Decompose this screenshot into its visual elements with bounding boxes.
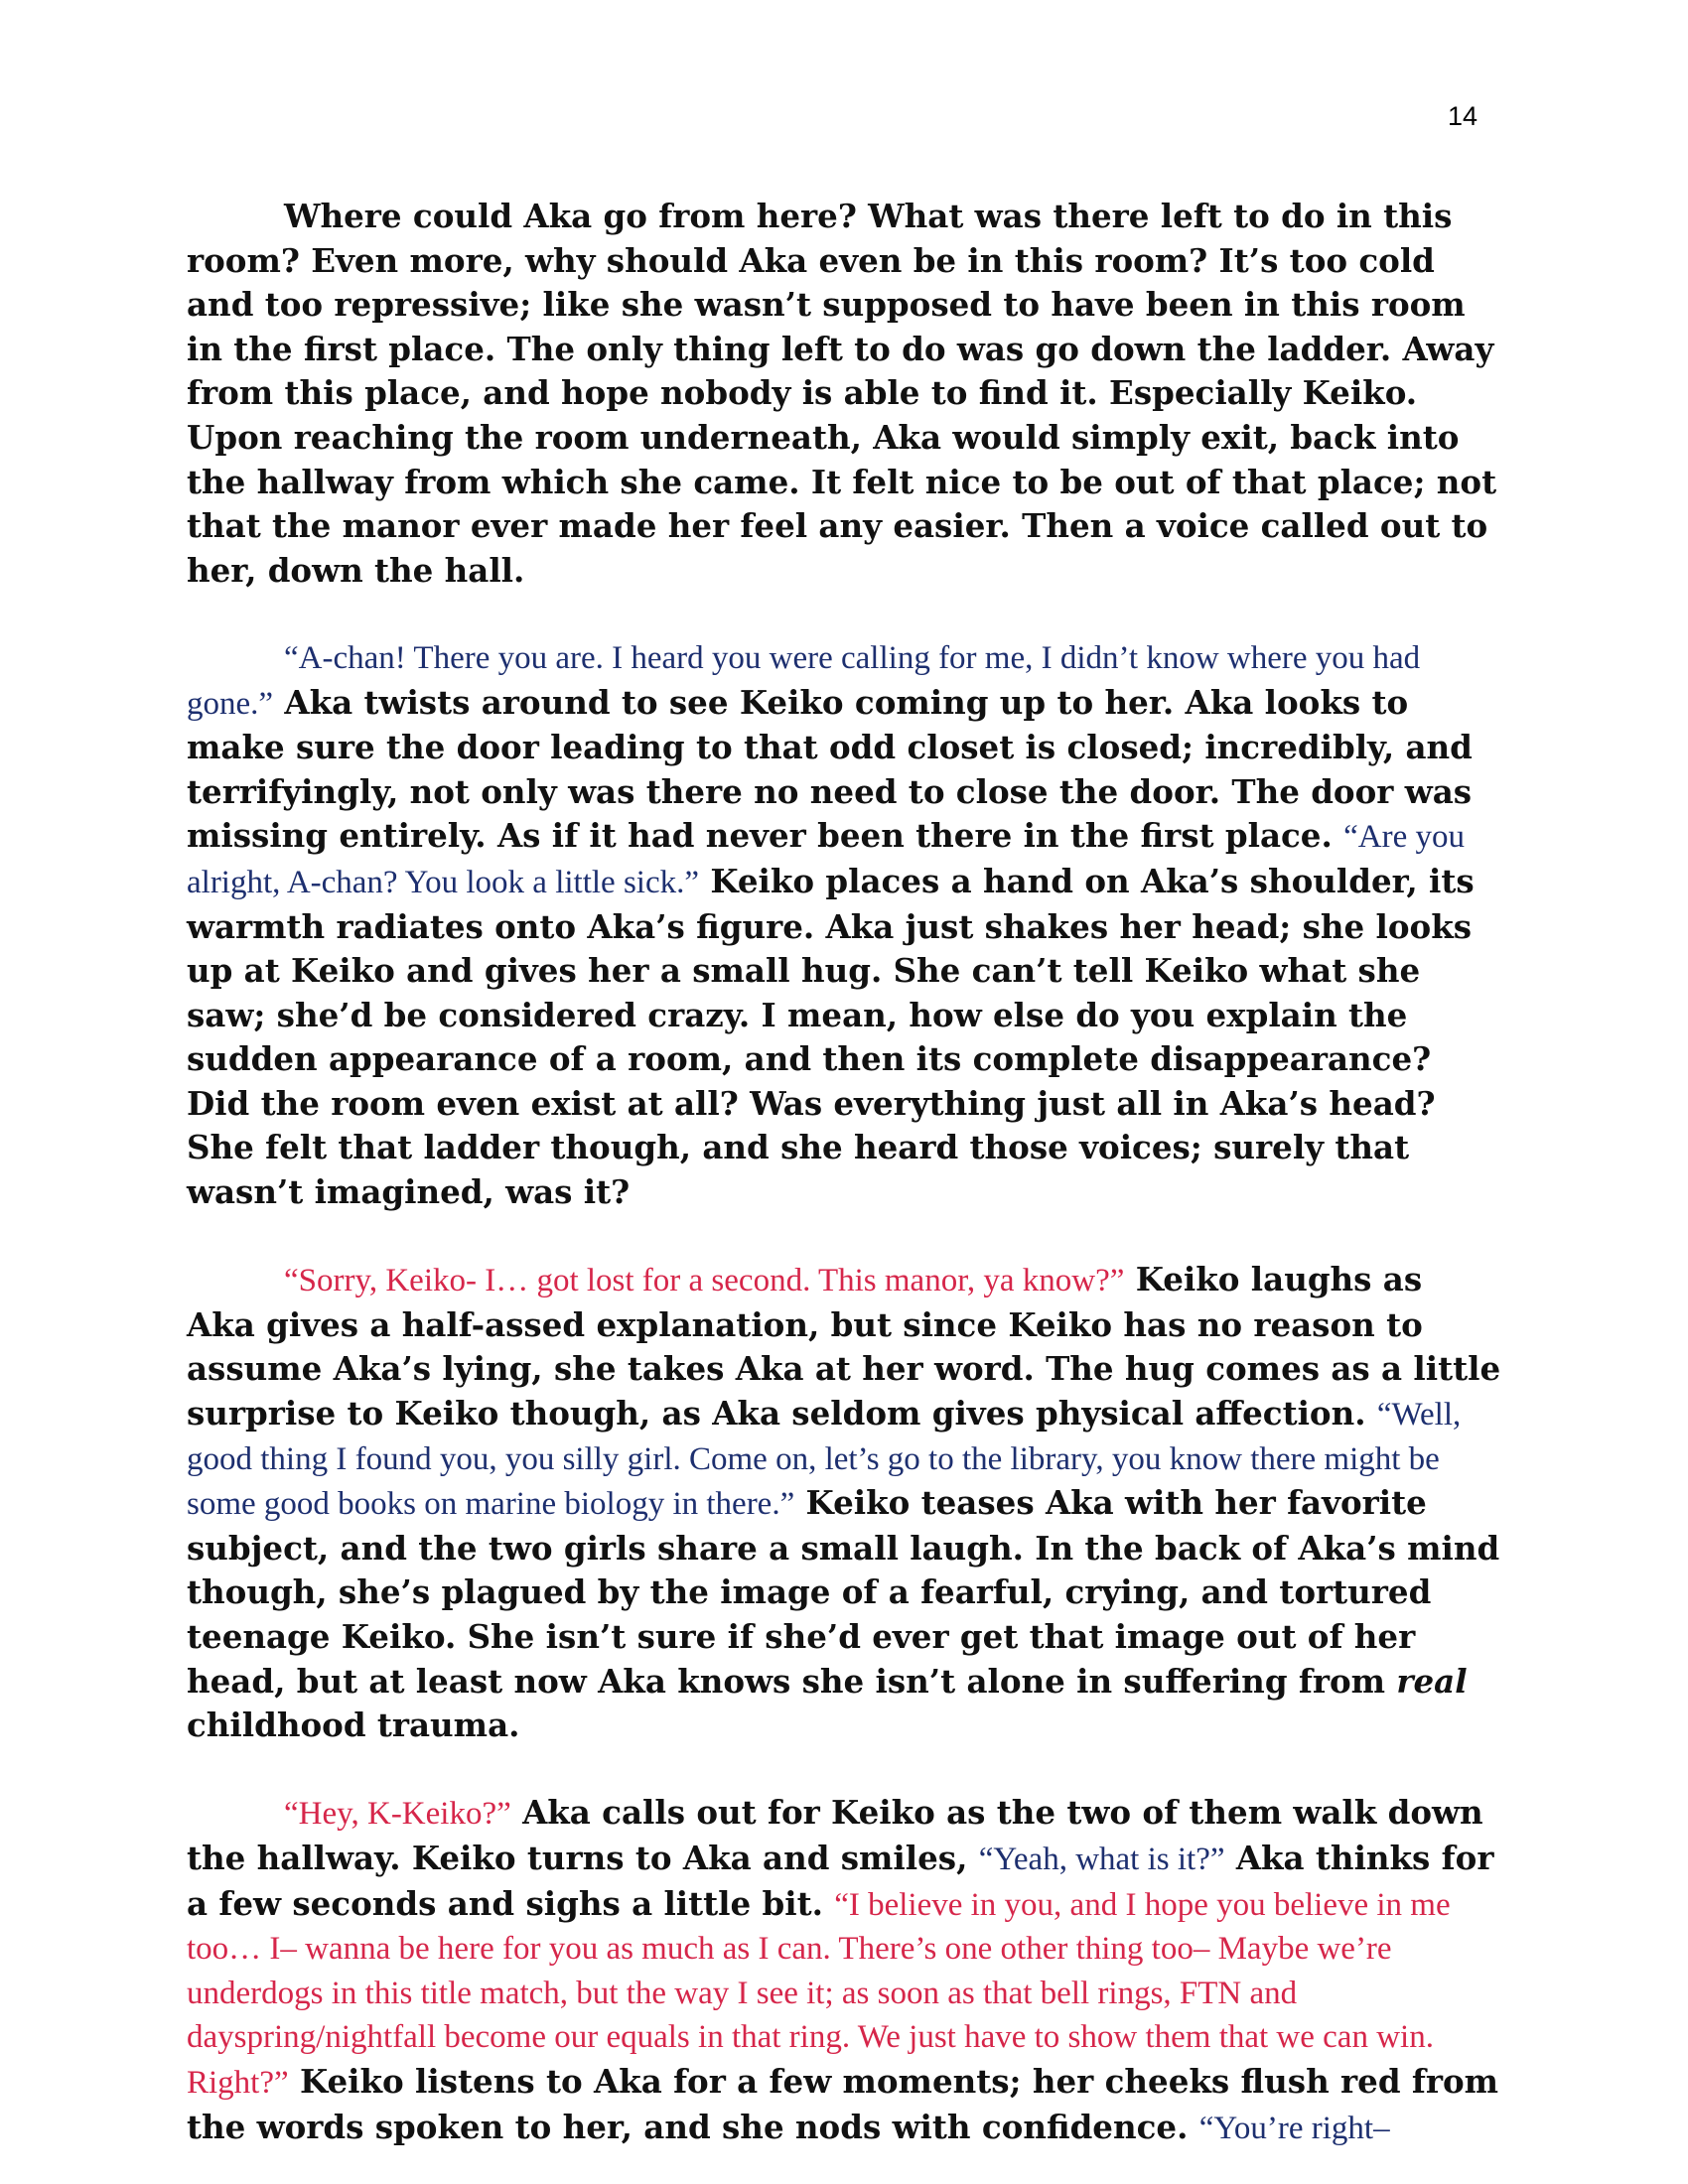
aka-dialogue: “I believe in you, and I hope you believe in me too… I– wanna be here for you as much as I can. There’s one other thing too– Maybe we’re underdogs in this title match, but the way I see it; as soon as that bell rings, FTN and dayspring/nightfall become our equals in that ring. We just have to show them that we can win. Right?” bbox=[187, 1886, 1451, 2101]
narration-text: Aka calls out for Keiko as the two of them walk down the hallway. Keiko turns to Aka and smiles, bbox=[187, 1793, 1483, 1877]
keiko-dialogue: “You’re right– bbox=[1198, 2110, 1390, 2146]
narration-text: Aka thinks for a few seconds and sighs a little bit. bbox=[187, 1838, 1494, 1923]
emphasis-text: real bbox=[1396, 1661, 1468, 1701]
narration-text: Keiko listens to Aka for a few moments; her cheeks flush red from the words spoken to her, and she nods with confidence. bbox=[187, 2061, 1499, 2146]
paragraph-2 bbox=[187, 636, 1501, 1215]
narration-text: Keiko places a hand on Aka’s shoulder, its warmth radiates onto Aka’s figure. Aka just shakes her head; she looks up at Keiko and gives her a small hug. She can’t tell Keiko what she saw; she’d be considered crazy. I mean, how else do you explain the sudden appearance of a room, and then its complete disappearance? Did the room even exist at all? Was everything just all in Aka’s head? She felt that ladder though, and she heard those voices; surely that wasn’t imagined, was it? bbox=[187, 861, 1475, 1212]
narration-text: Keiko teases Aka with her favorite subject, and the two girls share a small laugh. In the back of Aka’s mind though, she’s plagued by the image of a fearful, crying, and tortured teenage Keiko. She isn’t sure if she’d ever get that image out of her head, but at least now Aka knows she isn’t alone in suffering from bbox=[187, 1483, 1500, 1701]
narration-text: Keiko laughs as Aka gives a half-assed explanation, but since Keiko has no reason to assume Aka’s lying, she takes Aka at her word. The hug comes as a little surprise to Keiko though, as Aka seldom gives physical affection. bbox=[187, 1260, 1501, 1433]
paragraph-3 bbox=[187, 1258, 1501, 1748]
aka-dialogue: “Sorry, Keiko- I… got lost for a second. This manor, ya know?” bbox=[284, 1263, 1125, 1299]
aka-dialogue: “Hey, K-Keiko?” bbox=[284, 1796, 511, 1833]
keiko-dialogue: “Yeah, what is it?” bbox=[978, 1841, 1225, 1877]
page-number: 14 bbox=[1447, 101, 1477, 131]
keiko-dialogue: “Are you alright, A-chan? You look a little sick.” bbox=[187, 819, 1465, 900]
paragraph-4 bbox=[187, 1791, 1501, 2150]
narration-text: Aka twists around to see Keiko coming up to her. Aka looks to make sure the door leading to that odd closet is closed; incredibly, and terrifyingly, not only was there no need to close the door. The door was missing entirely. As if it had never been there in the first place. bbox=[187, 682, 1473, 856]
narration-text: childhood trauma. bbox=[187, 1706, 520, 1745]
narration-text: Where could Aka go from here? What was there left to do in this room? Even more, why should Aka even be in this room? It’s too cold and too repressive; like she wasn’t supposed to have been in this room in the first place. The only thing left to do was go down the ladder. Away from this place, and hope nobody is able to find it. Especially Keiko. Upon reaching the room underneath, Aka would simply exit, back into the hallway from which she came. It felt nice to be out of that place; not that the manor ever made her feel any easier. Then a voice called out to her, down the hall. bbox=[187, 197, 1497, 590]
story-body bbox=[187, 195, 1501, 2150]
keiko-dialogue: “A-chan! There you are. I heard you were calling for me, I didn’t know where you had gone.” bbox=[187, 639, 1421, 722]
keiko-dialogue: “Well, good thing I found you, you silly girl. Come on, let’s go to the library, you know there might be some good books on marine biology in there.” bbox=[187, 1397, 1462, 1523]
paragraph-1 bbox=[187, 195, 1501, 593]
